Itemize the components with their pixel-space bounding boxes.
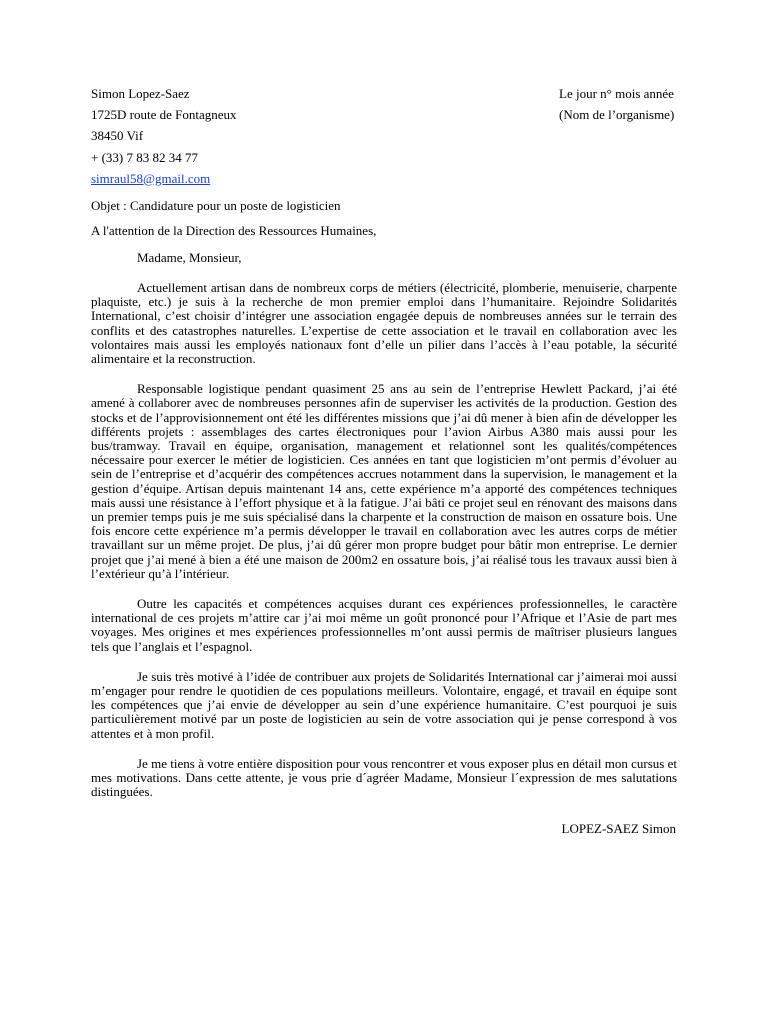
body-paragraph: Outre les capacités et compétences acquises durant ces expériences professionnelles, le caractère international de ces projets m’attire car j’ai moi même un goût prononcé pour l’Afrique et l’Asie de part mes voyages. Mes origines et mes expériences professionnelles m’ont aussi permis de maîtriser plusieurs langues tels que l’anglais et l’espagnol. [91,596,677,654]
letter-page [91,83,677,836]
sender-address-line2: 38450 Vif [91,128,144,144]
letter-date: Le jour n° mois année [559,86,674,101]
header-row-1 [91,83,677,104]
body-paragraph: Responsable logistique pendant quasiment 25 ans au sein de l’entreprise Hewlett Packard, j’ai été amené à collaborer avec de nombreuses personnes afin de superviser les activités de la production. Gestion des stocks et de l’approvisionnement ont été les différentes missions que j’ai dû mener à bien afin de développer les différents projets : assemblages des cartes électroniques pour l’avion Airbus A380 mais aussi pour les bus/tramway. Travail en équipe, organisation, management et relationnel sont les qualités/compétences nécessaire pour exercer le métier de logisticien. Ces années en tant que logisticien m’ont permis d’évoluer au sein de l’entreprise et d’acquérir des compétences accrues notamment dans la supervision, le management et la gestion d’équipe. Artisan depuis maintenant 14 ans, cette expérience m’a apporté des compétences techniques mais aussi une résistance à l’effort physique et à la fatigue. J’ai bâti ce projet seul en rénovant des maisons dans un premier temps puis je me suis spécialisé dans la charpente et la construction de maison en ossature bois. Une fois encore cette expérience m’a permis développer le travail en collaboration avec les autres corps de métier travaillant sur un même projet. De plus, j’ai dû gérer mon propre budget pour bâtir mon entreprise. Le dernier projet que j’ai mené à bien a été une maison de 200m2 en ossature bois, j’ai réalisé tous les travaux aussi bien à l’extérieur qu’à l’intérieur. [91,381,677,581]
header-row-2 [91,104,677,125]
header-row-3 [91,125,677,146]
sender-email-link[interactable]: simraul58@gmail.com [91,170,211,186]
body-paragraph: Je me tiens à votre entière disposition pour vous rencontrer et vous exposer plus en détail mon cursus et mes motivations. Dans cette attente, je vous prie d´agréer Madame, Monsieur l´expression de mes salutations distinguées. [91,755,677,800]
body-paragraph: Je suis très motivé à l’idée de contribuer aux projets de Solidarités International car j’aimerai moi aussi m’engager pour rendre le quotidien de ces populations meilleurs. Volontaire, engagé, et travail en équipe sont les compétences que j’ai envie de développer au sein d’une expérience humanitaire. C’est pourquoi je suis particulièrement motivé par un poste de logisticien au sein de votre association qui je pense correspond à vos attentes et à mon profil. [91,668,677,741]
sender-phone: + (33) 7 83 82 34 77 [91,149,198,165]
sender-name: Simon Lopez-Saez [91,86,190,101]
letter-salutation: Madame, Monsieur, [137,249,242,265]
body-paragraph: Actuellement artisan dans de nombreux corps de métiers (électricité, plomberie, menuiserie, charpente plaquiste, etc.) je suis à la recherche de mon premier emploi dans l’humanitaire. Rejoindre Solidarités International, c’est choisir d’intégrer une association engagée depuis de nombreuses années sur le terrain des conflits et des catastrophes naturelles. L’expertise de cette association et le travail en collaboration avec les volontaires mais aussi les employés nationaux font d’elle un pilier dans l’accès à l’eau potable, la sécurité alimentaire et la reconstruction. [91,279,677,366]
header-row-4 [91,147,677,168]
letter-subject: Objet : Candidature pour un poste de logisticien [91,197,341,213]
letter-attention: A l'attention de la Direction des Ressources Humaines, [91,222,377,238]
header-row-5 [91,168,677,189]
letter-signature: LOPEZ-SAEZ Simon [561,821,676,837]
sender-address-line1: 1725D route de Fontagneux [91,107,237,123]
recipient-organisation: (Nom de l’organisme) [559,107,675,123]
